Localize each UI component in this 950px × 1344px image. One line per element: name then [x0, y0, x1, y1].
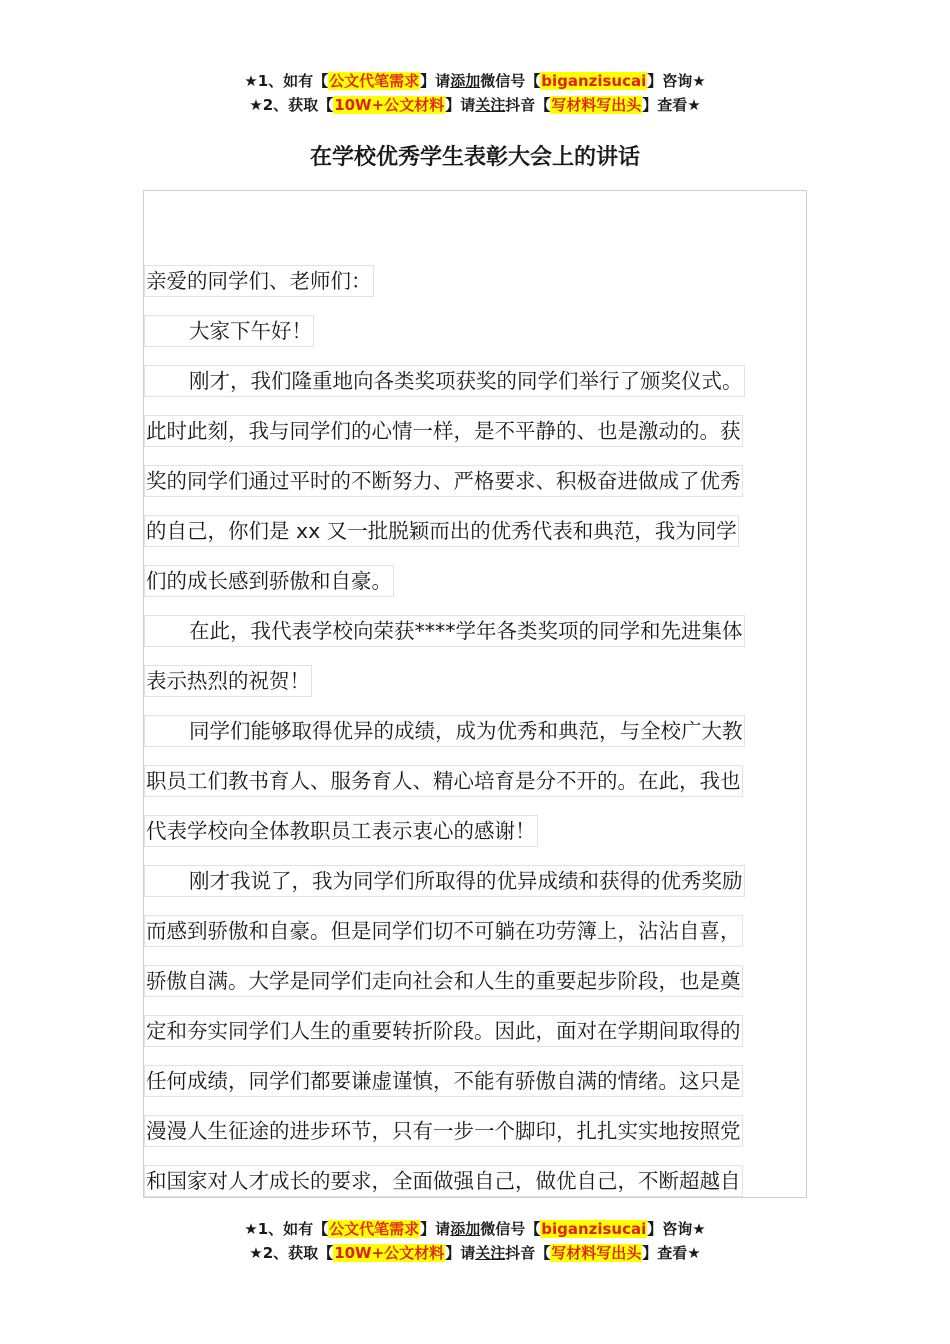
- paragraph-2: 刚才，我们隆重地向各类奖项获奖的同学们举行了颁奖仪式。 此时此刻，我与同学们的心情一样，是不平静的、也是激动的。获 奖的同学们通过平时的不断努力、严格要求、积极奋进做成了优秀 的自己，你们是 xx 又一批脱颖而出的优秀代表和典范，我为同学 们的成长感到骄傲和自豪。: [144, 355, 804, 605]
- banner-line-1: ★1、如有【公文代笔需求】请添加微信号【biganzisucai】咨询★: [244, 72, 706, 90]
- highlight-text: 写材料写出头: [551, 96, 642, 114]
- document-body: [144, 255, 804, 1205]
- paragraph-greeting: 大家下午好！: [144, 305, 804, 355]
- highlight-text: 公文代笔需求: [329, 72, 420, 90]
- paragraph-3: 在此，我代表学校向荣获****学年各类奖项的同学和先进集体 表示热烈的祝贺！: [144, 605, 804, 705]
- banner-line-2: ★2、获取【10W+公文材料】请关注抖音【写材料写出头】查看★: [249, 96, 701, 114]
- highlight-text: biganzisucai: [541, 1220, 647, 1238]
- footer-banner: [0, 1217, 950, 1265]
- highlight-text: 写材料写出头: [551, 1244, 642, 1262]
- highlight-text: biganzisucai: [541, 72, 647, 90]
- header-banner: [0, 69, 950, 117]
- salutation: 亲爱的同学们、老师们：: [144, 255, 804, 305]
- paragraph-5: 刚才我说了，我为同学们所取得的优异成绩和获得的优秀奖励 而感到骄傲和自豪。但是同学们切不可躺在功劳簿上，沾沾自喜， 骄傲自满。大学是同学们走向社会和人生的重要起步阶段，也是奠 定和夯实同学们人生的重要转折阶段。因此，面对在学期间取得的 任何成绩，同学们都要谦虚谨慎，不能有骄傲自满的情绪。这只是 漫漫人生征途的进步环节，只有一步一个脚印，扎扎实实地按照党 和国家对人才成长的要求，全面做强自己，做优自己，不断超越自: [144, 855, 804, 1205]
- document-title: 在学校优秀学生表彰大会上的讲话: [309, 145, 640, 170]
- banner-line-1: ★1、如有【公文代笔需求】请添加微信号【biganzisucai】咨询★: [244, 1220, 706, 1238]
- highlight-text: 公文代笔需求: [329, 1220, 420, 1238]
- highlight-text: 10W+公文材料: [334, 1244, 445, 1262]
- highlight-text: 10W+公文材料: [334, 96, 445, 114]
- banner-line-2: ★2、获取【10W+公文材料】请关注抖音【写材料写出头】查看★: [249, 1244, 701, 1262]
- paragraph-4: 同学们能够取得优异的成绩，成为优秀和典范，与全校广大教 职员工们教书育人、服务育人、精心培育是分不开的。在此，我也 代表学校向全体教职员工表示衷心的感谢！: [144, 705, 804, 855]
